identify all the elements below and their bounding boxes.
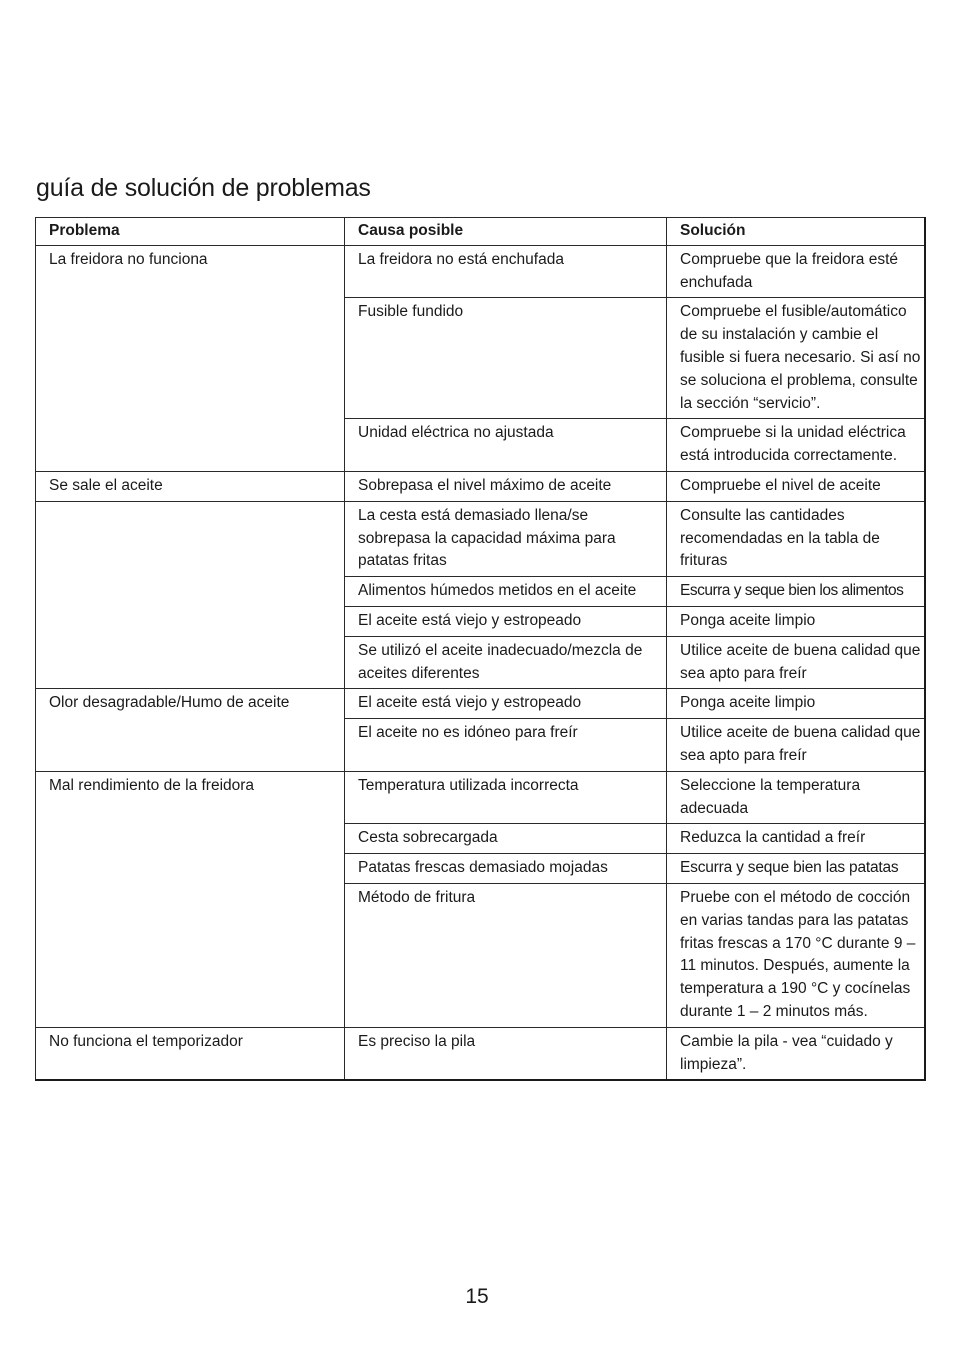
problem-cell: La freidora no funciona [36, 245, 345, 471]
cause-cell: El aceite no es idóneo para freír [345, 719, 667, 772]
table-row [36, 689, 925, 719]
troubleshooting-table [35, 217, 926, 1081]
solution-cell: Compruebe si la unidad eléctrica está introducida correctamente. [667, 419, 925, 472]
page-title: guía de solución de problemas [36, 174, 371, 202]
solution-cell: Compruebe el fusible/automático de su instalación y cambie el fusible si fuera necesario. Si así no se soluciona el problema, consulte la sección “servicio”. [667, 298, 925, 419]
solution-cell: Compruebe que la freidora esté enchufada [667, 245, 925, 298]
solution-cell: Seleccione la temperatura adecuada [667, 771, 925, 824]
solution-cell: Cambie la pila - vea “cuidado y limpieza”. [667, 1027, 925, 1080]
solution-cell: Compruebe el nivel de aceite [667, 471, 925, 501]
table-row [36, 771, 925, 824]
cause-cell: Alimentos húmedos metidos en el aceite [345, 577, 667, 607]
cause-cell: Cesta sobrecargada [345, 824, 667, 854]
cause-cell: El aceite está viejo y estropeado [345, 606, 667, 636]
table-header-row [36, 218, 925, 246]
solution-cell: Escurra y seque bien las patatas [667, 854, 925, 884]
solution-cell: Utilice aceite de buena calidad que sea apto para freír [667, 636, 925, 689]
problem-cell: Se sale el aceite [36, 471, 345, 501]
cause-cell: Fusible fundido [345, 298, 667, 419]
solution-cell: Consulte las cantidades recomendadas en la tabla de frituras [667, 501, 925, 576]
solution-cell: Ponga aceite limpio [667, 689, 925, 719]
table-row [36, 501, 925, 576]
problem-cell: Olor desagradable/Humo de aceite [36, 689, 345, 771]
problem-cell: No funciona el temporizador [36, 1027, 345, 1080]
cause-cell: Sobrepasa el nivel máximo de aceite [345, 471, 667, 501]
cause-cell: Temperatura utilizada incorrecta [345, 771, 667, 824]
cause-cell: Unidad eléctrica no ajustada [345, 419, 667, 472]
problem-cell: Mal rendimiento de la freidora [36, 771, 345, 1027]
table-row [36, 471, 925, 501]
table-row [36, 245, 925, 298]
cause-cell: Se utilizó el aceite inadecuado/mezcla de aceites diferentes [345, 636, 667, 689]
cause-cell: Patatas frescas demasiado mojadas [345, 854, 667, 884]
cause-cell: La cesta está demasiado llena/se sobrepasa la capacidad máxima para patatas fritas [345, 501, 667, 576]
cause-cell: Método de fritura [345, 883, 667, 1027]
solution-cell: Pruebe con el método de cocción en varias tandas para las patatas fritas frescas a 170 °C durante 9 – 11 minutos. Después, aumente la temperatura a 190 °C y cocínelas durante 1 – 2 minutos más. [667, 883, 925, 1027]
header-cause: Causa posible [345, 218, 667, 246]
solution-cell: Ponga aceite limpio [667, 606, 925, 636]
header-solution: Solución [667, 218, 925, 246]
solution-cell: Reduzca la cantidad a freír [667, 824, 925, 854]
header-problem: Problema [36, 218, 345, 246]
solution-cell: Utilice aceite de buena calidad que sea apto para freír [667, 719, 925, 772]
cause-cell: Es preciso la pila [345, 1027, 667, 1080]
page-number: 15 [465, 1285, 489, 1308]
cause-cell: El aceite está viejo y estropeado [345, 689, 667, 719]
problem-cell-empty [36, 501, 345, 689]
table-row [36, 1027, 925, 1080]
cause-cell: La freidora no está enchufada [345, 245, 667, 298]
solution-cell: Escurra y seque bien los alimentos [667, 577, 925, 607]
